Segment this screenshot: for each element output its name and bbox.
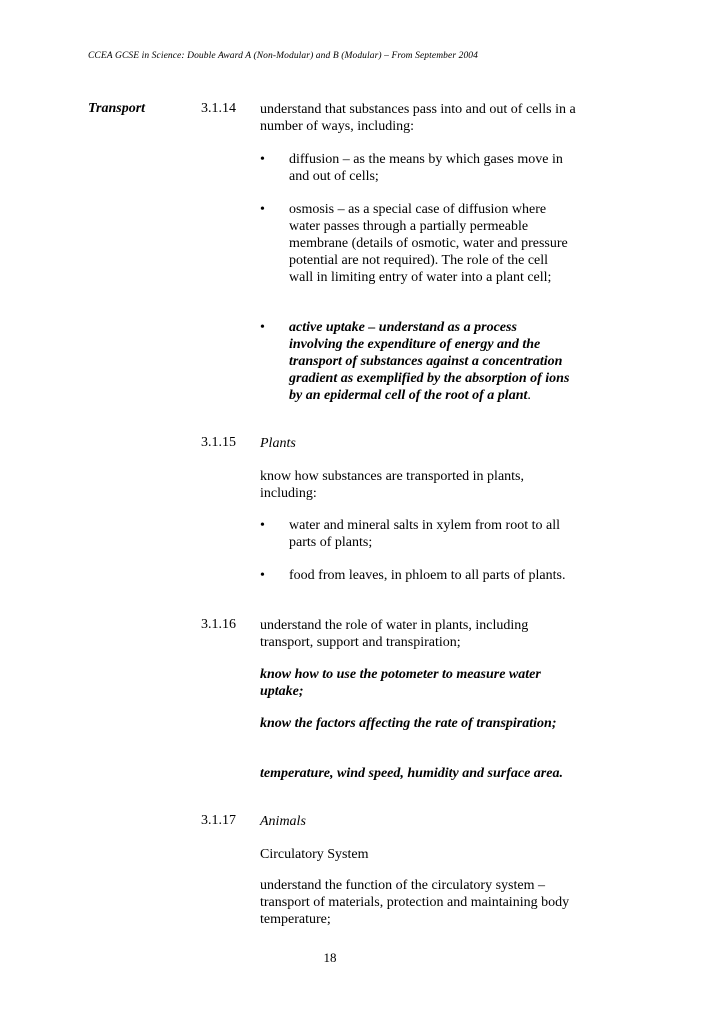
- document-header: CCEA GCSE in Science: Double Award A (Non-Modular) and B (Modular) – From September 2004: [88, 51, 478, 61]
- section-title: Transport: [88, 101, 146, 116]
- spec-3116-factors: know the factors affecting the rate of transpiration;: [260, 716, 557, 731]
- bullet-text-active-uptake: [289, 319, 574, 404]
- bullet-icon: •: [260, 568, 265, 583]
- spec-code-3115: 3.1.15: [201, 435, 236, 450]
- spec-code-3114: 3.1.14: [201, 101, 236, 116]
- active-uptake-text: active uptake – understand as a process involving the expenditure of energy and the transport of substances against a concentration gradient as exemplified by the absorption of ions by an epidermal cell of the root of a plant: [289, 320, 570, 403]
- bullet-text-osmosis: osmosis – as a special case of diffusion where water passes through a partially permeable membrane (details of osmotic, water and pressure potential are not required). The role of the cell wall in limiting entry of water into a plant cell;: [289, 202, 568, 285]
- bullet-text-diffusion: diffusion – as the means by which gases move in and out of cells;: [289, 152, 563, 184]
- bullet-icon: •: [260, 320, 265, 335]
- bullet-text-xylem: water and mineral salts in xylem from root to all parts of plants;: [289, 518, 560, 550]
- spec-3116-potometer: know how to use the potometer to measure water uptake;: [260, 667, 541, 699]
- bullet-text-phloem: food from leaves, in phloem to all parts of plants.: [289, 568, 566, 583]
- spec-3114-intro: understand that substances pass into and out of cells in a number of ways, including:: [260, 102, 576, 134]
- bullet-icon: •: [260, 152, 265, 167]
- bullet-icon: •: [260, 518, 265, 533]
- page-number: 18: [323, 950, 337, 965]
- spec-3115-title: Plants: [260, 436, 296, 451]
- bullet-icon: •: [260, 202, 265, 217]
- spec-code-3116: 3.1.16: [201, 617, 236, 632]
- spec-3117-text: understand the function of the circulatory system – transport of materials, protection and maintaining body temperature;: [260, 878, 570, 927]
- spec-code-3117: 3.1.17: [201, 813, 236, 828]
- spec-3116-list: temperature, wind speed, humidity and surface area.: [260, 766, 563, 781]
- spec-3117-title: Animals: [260, 814, 306, 829]
- spec-3116-intro: understand the role of water in plants, including transport, support and transpiration;: [260, 618, 529, 650]
- spec-3117-subtitle: Circulatory System: [260, 847, 369, 862]
- active-uptake-period: .: [527, 388, 531, 403]
- spec-3115-intro: know how substances are transported in plants, including:: [260, 469, 524, 501]
